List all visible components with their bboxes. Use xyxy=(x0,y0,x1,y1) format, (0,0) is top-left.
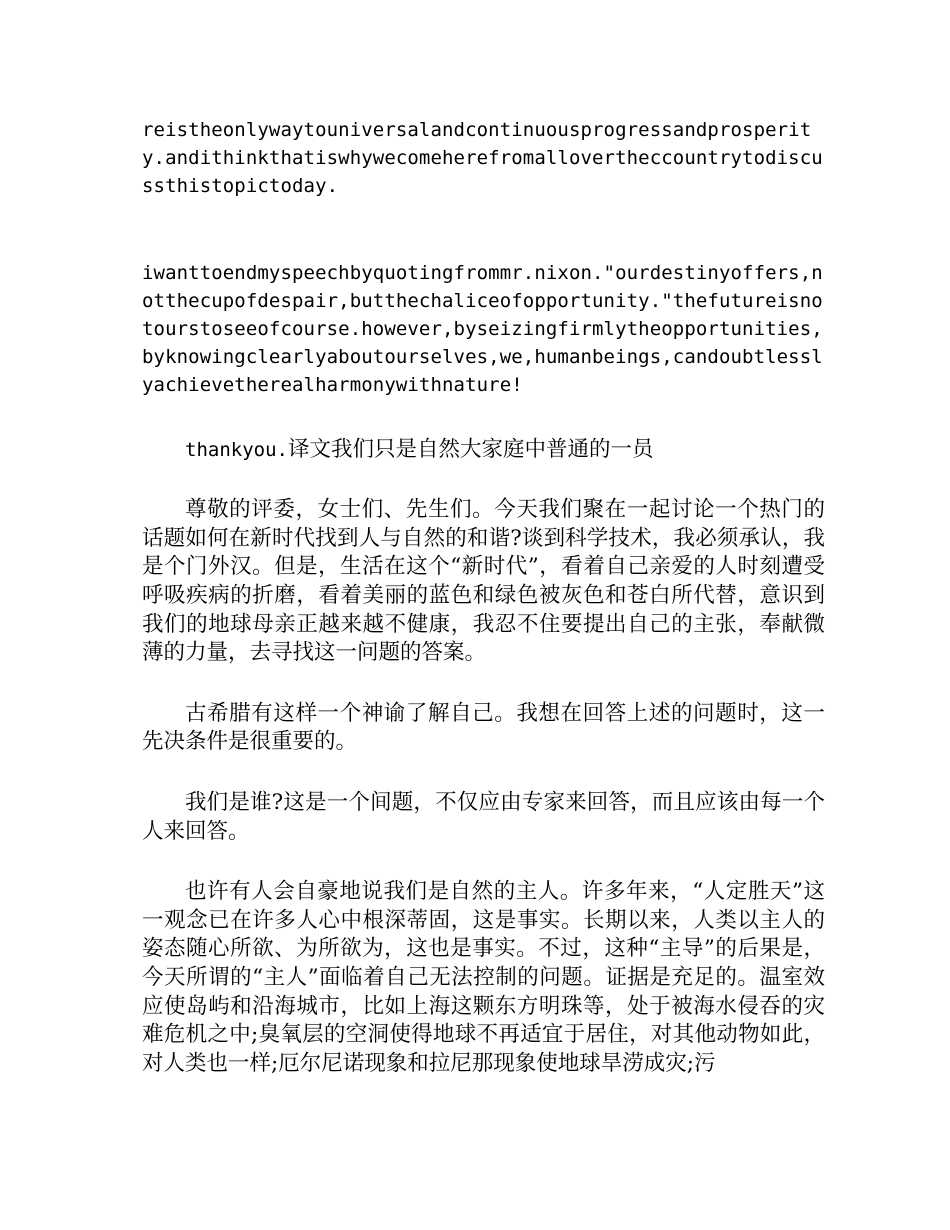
chinese-paragraph-1: 尊敬的评委，女士们、先生们。今天我们聚在一起讨论一个热门的话题如何在新时代找到人与自然的和谐?谈到科学技术，我必须承认，我是个门外汉。但是，生活在这个“新时代”，看着自己亲爱的人时刻遭受呼吸疾病的折磨，看着美丽的蓝色和绿色被灰色和苍白所代替，意识到我们的地球母亲正越来越不健康，我忍不住要提出自己的主张，奉献微薄的力量，去寻找这一问题的答案。 xyxy=(142,497,825,666)
english-paragraph-2: iwanttoendmyspeechbyquotingfrommr.nixon."ourdestinyoffers,notthecupofdespair,butthechaliceofopportunity."thefutureisnotourstoseeofcourse.however,byseizingfirmlytheopportunities,byknowingclearlyaboutourselves,we,humanbeings,candoubtlesslyachievetherealharmonywithnature! xyxy=(142,261,823,397)
chinese-paragraph-2: 古希腊有这样一个神谕了解自己。我想在回答上述的问题时，这一先决条件是很重要的。 xyxy=(142,700,825,755)
chinese-paragraph-4: 也许有人会自豪地说我们是自然的主人。许多年来，“人定胜天”这一观念已在许多人心中根深蒂固，这是事实。长期以来，人类以主人的姿态随心所欲、为所欲为，这也是事实。不过，这种“主导”的后果是，今天所谓的“主人”面临着自己无法控制的问题。证据是充足的。温室效应使岛屿和沿海城市，比如上海这颗东方明珠等，处于被海水侵吞的灾难危机之中;臭氧层的空洞使得地球不再适宜于居住，对其他动物如此，对人类也一样;厄尔尼诺现象和拉尼那现象使地球旱涝成灾;污 xyxy=(142,879,825,1076)
document-page xyxy=(142,116,825,1078)
chinese-paragraph-3: 我们是谁?这是一个间题，不仅应由专家来回答，而且应该由每一个人来回答。 xyxy=(142,789,825,844)
translation-title: 译文我们只是自然大家庭中普通的一员 xyxy=(287,436,654,462)
english-paragraph-1: reistheonlywaytouniversalandcontinuousprogressandprosperity.andithinkthatiswhywecomeherefromallovertheccountrytodiscussthistopictoday. xyxy=(142,119,823,198)
thanks-translation-heading xyxy=(142,436,825,465)
thanks-english-text: thankyou. xyxy=(185,438,288,461)
